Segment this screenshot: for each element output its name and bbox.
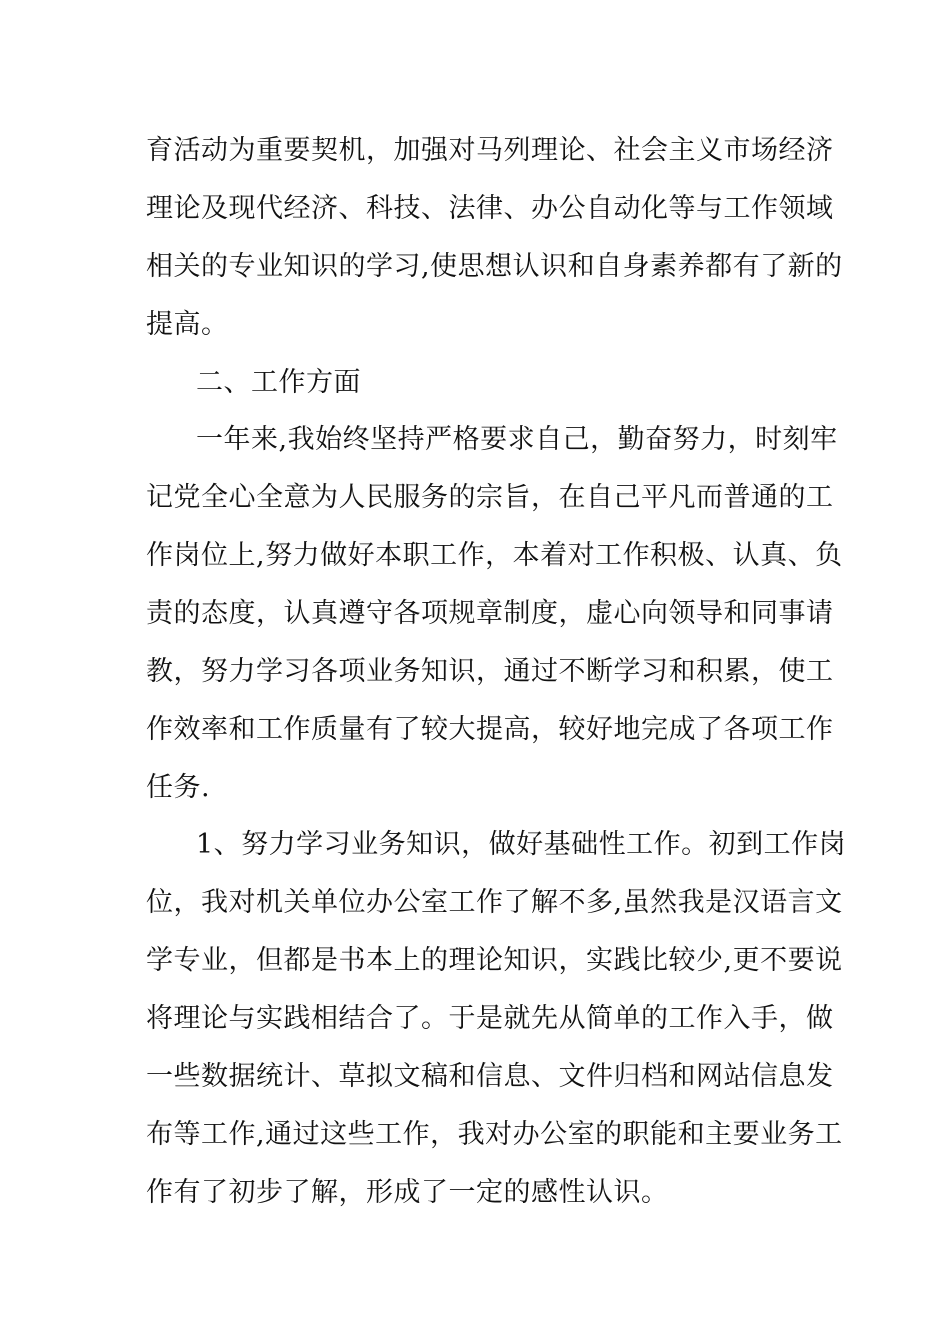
text-line: 作有了初步了解，形成了一定的感性认识。 <box>146 1177 669 1208</box>
text-line: 布等工作,通过这些工作，我对办公室的职能和主要业务工 <box>146 1119 843 1150</box>
text-line: 学专业，但都是书本上的理论知识，实践比较少,更不要说 <box>146 945 843 976</box>
section-heading: 二、工作方面 <box>196 367 361 398</box>
text-line: 位，我对机关单位办公室工作了解不多,虽然我是汉语言文 <box>146 887 843 918</box>
text-line: 作效率和工作质量有了较大提高，较好地完成了各项工作 <box>146 714 834 745</box>
text-line: 任务. <box>146 772 211 803</box>
text-line: 将理论与实践相结合了。于是就先从简单的工作入手，做 <box>146 1003 834 1034</box>
text-line: 育活动为重要契机，加强对马列理论、社会主义市场经济 <box>146 135 834 166</box>
text-line: 记党全心全意为人民服务的宗旨，在自己平凡而普通的工 <box>146 482 834 513</box>
text-line: 理论及现代经济、科技、法律、办公自动化等与工作领域 <box>146 193 834 224</box>
text-line: 一些数据统计、草拟文稿和信息、文件归档和网站信息发 <box>146 1061 834 1092</box>
text-line: 相关的专业知识的学习,使思想认识和自身素养都有了新的 <box>146 251 843 282</box>
text-line: 提高。 <box>146 309 229 340</box>
text-line: 1、努力学习业务知识，做好基础性工作。初到工作岗 <box>196 829 847 860</box>
text-line: 教，努力学习各项业务知识，通过不断学习和积累，使工 <box>146 656 834 687</box>
text-line: 作岗位上,努力做好本职工作，本着对工作积极、认真、负 <box>146 540 843 571</box>
text-line: 一年来,我始终坚持严格要求自己，勤奋努力，时刻牢 <box>196 424 838 455</box>
text-line: 责的态度，认真遵守各项规章制度，虚心向领导和同事请 <box>146 598 834 629</box>
